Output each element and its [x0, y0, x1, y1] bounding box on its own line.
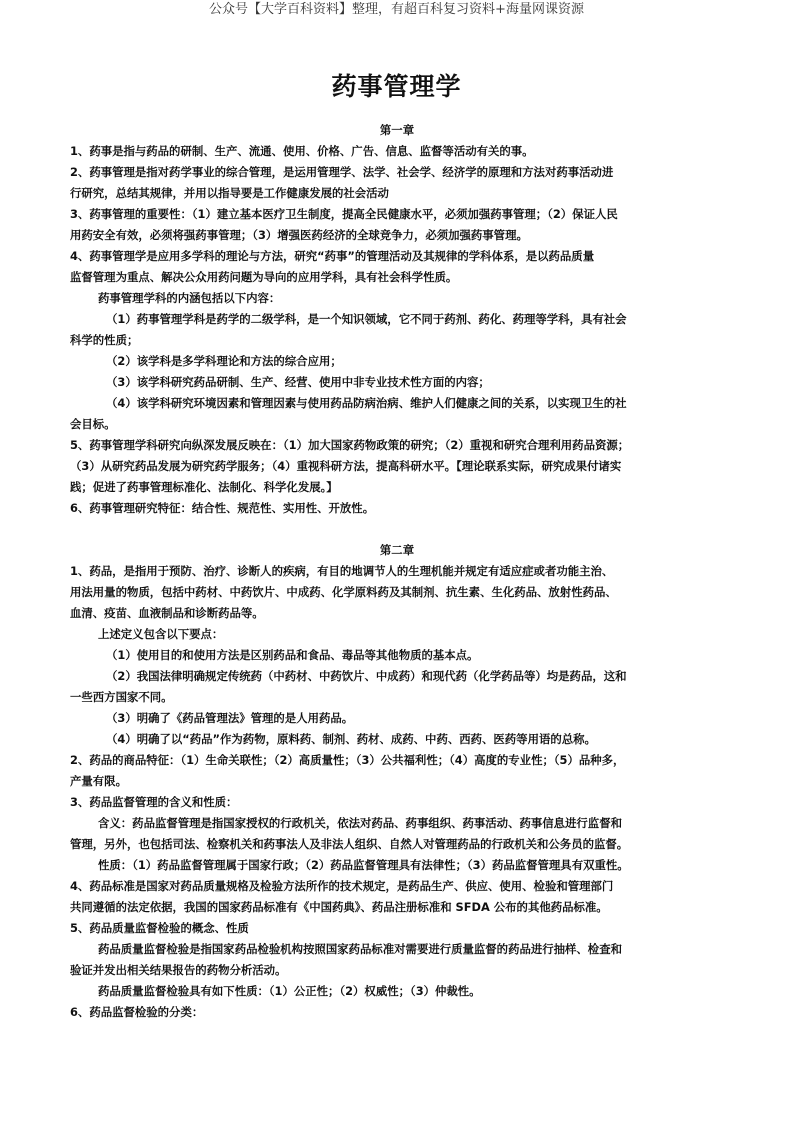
text-line: 监督管理为重点、解决公众用药问题为导向的应用学科，具有社会科学性质。 — [70, 270, 458, 284]
text-line: （4）明确了以“药品”作为药物，原料药、制剂、药材、成药、中药、西药、医药等用语的总称。 — [106, 732, 596, 746]
text-line: 践；促进了药事管理标准化、法制化、科学化发展。】 — [70, 480, 338, 494]
text-line: 6、药事管理研究特征：结合性、规范性、实用性、开放性。 — [70, 501, 375, 515]
text-line: 用法用量的物质，包括中药材、中药饮片、中成药、化学原料药及其制剂、抗生素、生化药品、放射性药品、 — [70, 585, 617, 599]
blank-line — [70, 519, 724, 540]
text-line: 5、药品质量监督检验的概念、性质 — [70, 921, 249, 935]
text-line: 3、药品监督管理的含义和性质： — [70, 795, 238, 809]
text-line: 6、药品监督检验的分类： — [70, 1005, 204, 1019]
text-line: 会目标。 — [70, 417, 116, 431]
text-line: 科学的性质； — [70, 333, 139, 347]
document-title: 药事管理学 — [331, 72, 462, 101]
text-line: 药品质量监督检验具有如下性质：（1）公正性；（2）权威性；（3）仲裁性。 — [98, 984, 481, 998]
text-line: （1）使用目的和使用方法是区别药品和食品、毒品等其他物质的基本点。 — [106, 648, 479, 662]
text-line: 管理，另外，也包括司法、检察机关和药事法人及非法人组织、自然人对管理药品的行政机关和公务员的监督。 — [70, 837, 629, 851]
text-line: 产量有限。 — [70, 774, 127, 788]
chapter-heading: 第二章 — [379, 543, 415, 557]
text-line: 血清、疫苗、血液制品和诊断药品等。 — [70, 606, 264, 620]
text-line: （4）该学科研究环境因素和管理因素与使用药品防病治病、维护人们健康之间的关系，以实现卫生的社 — [106, 396, 627, 410]
text-line: 药品质量监督检验是指国家药品检验机构按照国家药品标准对需要进行质量监督的药品进行抽样、检查和 — [98, 942, 622, 956]
text-line: 共同遵循的法定依据，我国的国家药品标准有《中国药典》、药品注册标准和 SFDA 公布的其他药品标准。 — [70, 900, 608, 914]
text-line: 上述定义包含以下要点： — [98, 627, 224, 641]
chapter-heading: 第一章 — [379, 123, 415, 137]
text-line: 一些西方国家不同。 — [70, 690, 173, 704]
text-line: 1、药事是指与药品的研制、生产、流通、使用、价格、广告、信息、监督等活动有关的事。 — [70, 144, 534, 158]
document-body — [70, 120, 724, 1023]
text-line: （3）该学科研究药品研制、生产、经营、使用中非专业技术性方面的内容； — [106, 375, 490, 389]
text-line: 含义：药品监督管理是指国家授权的行政机关，依法对药品、药事组织、药事活动、药事信息进行监督和 — [98, 816, 622, 830]
text-line: 2、药品的商品特征：（1）生命关联性；（2）高质量性；（3）公共福利性；（4）高度的专业性；（5）品种多， — [70, 753, 625, 767]
text-line: （3）明确了《药品管理法》管理的是人用药品。 — [106, 711, 354, 725]
text-line: 药事管理学科的内涵包括以下内容： — [98, 291, 281, 305]
text-line: （2）该学科是多学科理论和方法的综合应用； — [106, 354, 342, 368]
text-line: 4、药事管理学是应用多学科的理论与方法，研究“药事”的管理活动及其规律的学科体系，是以药品质量 — [70, 249, 595, 263]
text-line: （3）从研究药品发展为研究药学服务；（4）重视科研方法，提高科研水平。【理论联系实际，研究成果付诸实 — [70, 459, 622, 473]
text-line: 5、药事管理学科研究向纵深发展反映在：（1）加大国家药物政策的研究；（2）重视和研究合理利用药品资源； — [70, 438, 630, 452]
text-line: 2、药事管理是指对药学事业的综合管理，是运用管理学、法学、社会学、经济学的原理和方法对药事活动进 — [70, 165, 614, 179]
text-line: 4、药品标准是国家对药品质量规格及检验方法所作的技术规定，是药品生产、供应、使用、检验和管理部门 — [70, 879, 614, 893]
page-header: 公众号【大学百科资料】整理，有超百科复习资料+海量网课资源 — [209, 2, 584, 17]
text-line: 行研究，总结其规律，并用以指导要是工作健康发展的社会活动 — [70, 186, 389, 200]
text-line: 1、药品，是指用于预防、治疗、诊断人的疾病，有目的地调节人的生理机能并规定有适应症或者功能主治、 — [70, 564, 614, 578]
text-line: 用药安全有效，必须将强药事管理；（3）增强医药经济的全球竞争力，必须加强药事管理。 — [70, 228, 528, 242]
text-line: 验证并发出相关结果报告的药物分析活动。 — [70, 963, 287, 977]
text-line: （2）我国法律明确规定传统药（中药材、中药饮片、中成药）和现代药（化学药品等）均是药品，这和 — [106, 669, 627, 683]
text-line: 性质：（1）药品监督管理属于国家行政；（2）药品监督管理具有法律性；（3）药品监督管理具有双重性。 — [98, 858, 629, 872]
text-line: （1）药事管理学科是药学的二级学科，是一个知识领域，它不同于药剂、药化、药理等学科，具有社会 — [106, 312, 627, 326]
text-line: 3、药事管理的重要性：（1）建立基本医疗卫生制度，提高全民健康水平，必须加强药事管理；（2）保证人民 — [70, 207, 618, 221]
